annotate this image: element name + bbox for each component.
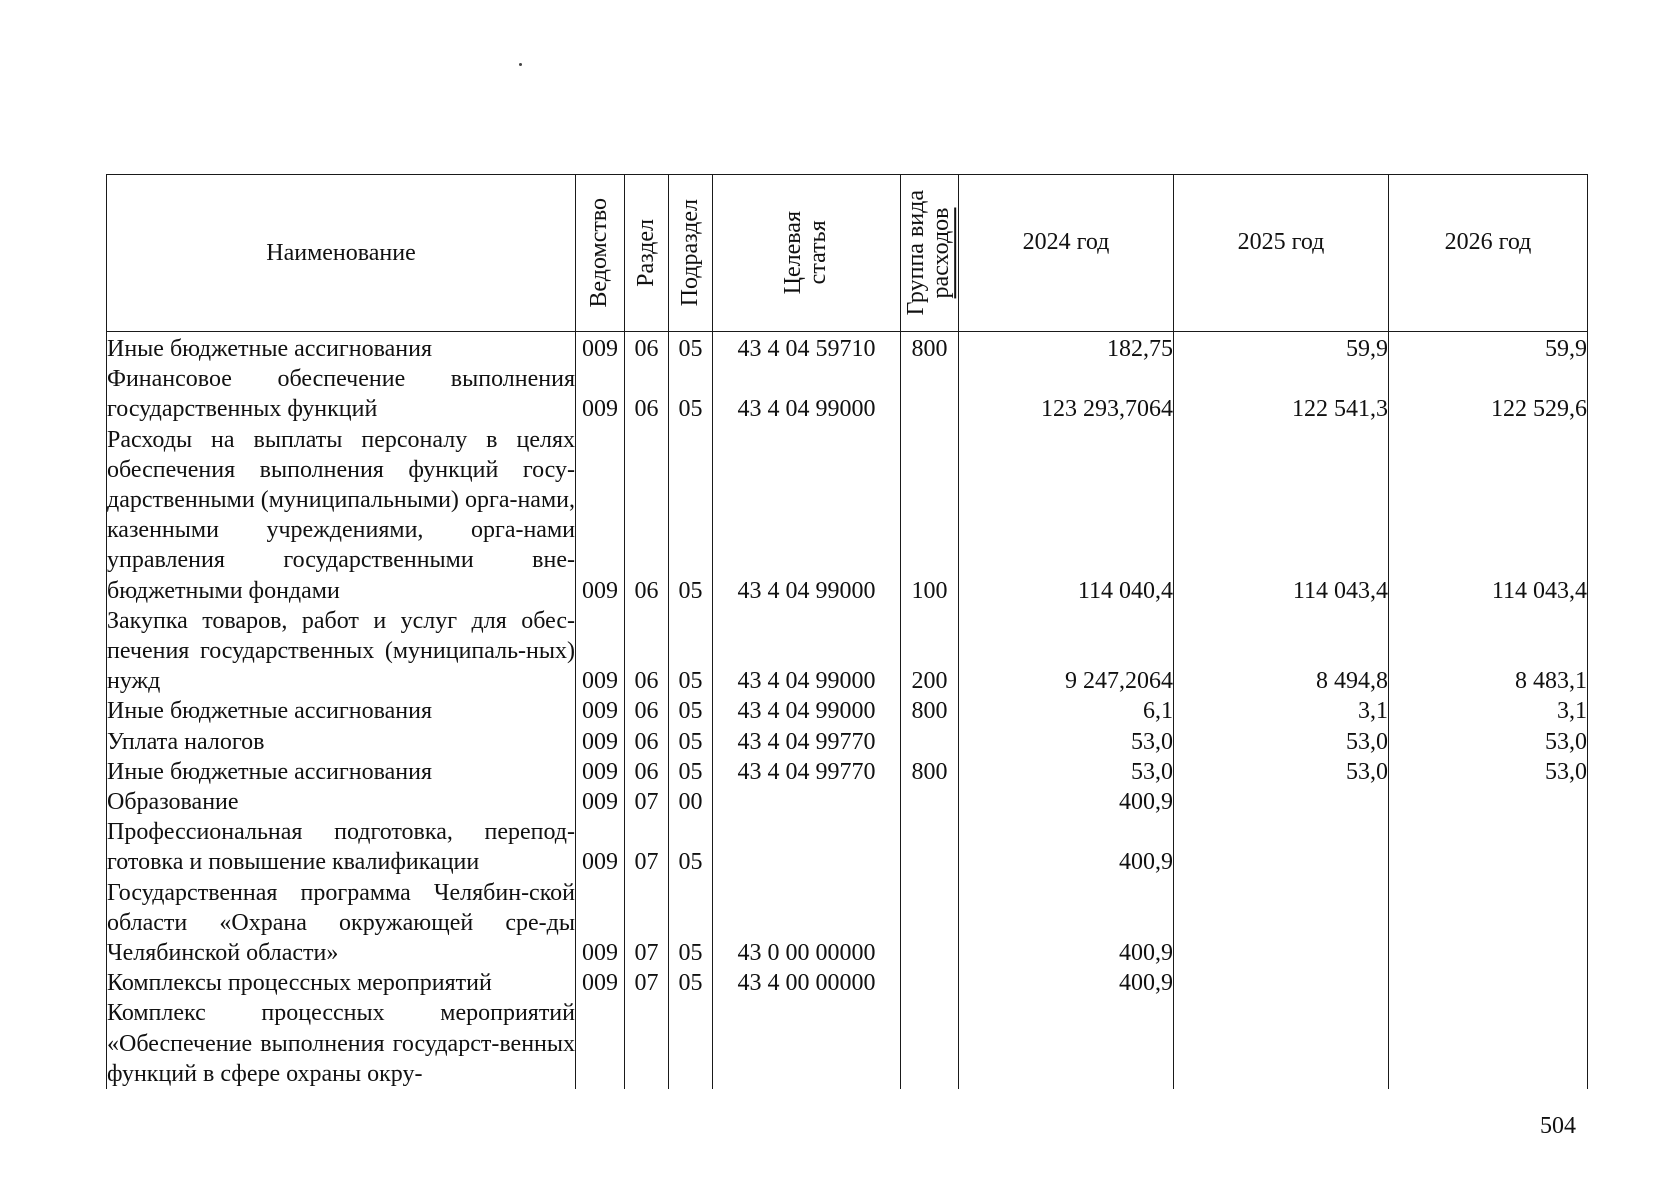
row-value-2024: 53,0 xyxy=(959,757,1174,787)
row-value-2024: 114 040,4 xyxy=(959,425,1174,606)
header-vedomstvo-text: Ведомство xyxy=(586,198,613,308)
row-razdel: 06 xyxy=(625,757,669,787)
row-value-2026: 122 529,6 xyxy=(1389,364,1588,424)
row-value-2025 xyxy=(1174,817,1389,877)
row-expense-group xyxy=(901,364,959,424)
row-value-2026: 53,0 xyxy=(1389,727,1588,757)
row-podrazdel: 05 xyxy=(669,878,713,969)
row-name: Иные бюджетные ассигнования xyxy=(107,332,576,365)
row-value-2024: 400,9 xyxy=(959,968,1174,998)
table-row xyxy=(107,727,1588,757)
row-name: Закупка товаров, работ и услуг для обес-печения государственных (муниципаль-ных) нужд xyxy=(107,606,576,697)
row-target-article: 43 4 00 00000 xyxy=(713,968,901,998)
row-value-2024: 6,1 xyxy=(959,696,1174,726)
row-target-article: 43 4 04 99000 xyxy=(713,364,901,424)
row-target-article: 43 4 04 99000 xyxy=(713,425,901,606)
row-name: Комплекс процессных мероприятий «Обеспечение выполнения государст-венных функций в сфере охраны окру- xyxy=(107,998,576,1089)
row-podrazdel: 05 xyxy=(669,696,713,726)
row-vedomstvo: 009 xyxy=(576,727,625,757)
row-value-2025: 53,0 xyxy=(1174,727,1389,757)
row-value-2025: 8 494,8 xyxy=(1174,606,1389,697)
header-group-line1: Группа вида xyxy=(903,190,930,316)
row-value-2026 xyxy=(1389,968,1588,998)
row-expense-group xyxy=(901,968,959,998)
row-razdel: 07 xyxy=(625,787,669,817)
row-podrazdel: 05 xyxy=(669,757,713,787)
row-value-2026: 8 483,1 xyxy=(1389,606,1588,697)
header-year-2026-text: 2026 год xyxy=(1444,228,1532,255)
row-podrazdel: 00 xyxy=(669,787,713,817)
row-podrazdel: 05 xyxy=(669,332,713,365)
row-expense-group xyxy=(901,727,959,757)
header-razdel xyxy=(625,175,669,332)
table-body xyxy=(107,332,1588,1090)
row-expense-group: 100 xyxy=(901,425,959,606)
table-row xyxy=(107,817,1588,877)
row-target-article xyxy=(713,998,901,1089)
row-target-article: 43 4 04 99770 xyxy=(713,757,901,787)
row-target-article: 43 4 04 99000 xyxy=(713,696,901,726)
row-name: Образование xyxy=(107,787,576,817)
row-value-2026: 114 043,4 xyxy=(1389,425,1588,606)
row-vedomstvo: 009 xyxy=(576,332,625,365)
row-value-2024: 53,0 xyxy=(959,727,1174,757)
row-podrazdel: 05 xyxy=(669,364,713,424)
row-podrazdel: 05 xyxy=(669,727,713,757)
row-expense-group xyxy=(901,878,959,969)
row-expense-group: 800 xyxy=(901,696,959,726)
header-razdel-text: Раздел xyxy=(632,219,659,287)
row-razdel: 06 xyxy=(625,364,669,424)
row-value-2024: 400,9 xyxy=(959,787,1174,817)
row-name: Профессиональная подготовка, перепод-готовка и повышение квалификации xyxy=(107,817,576,877)
row-value-2026 xyxy=(1389,817,1588,877)
row-expense-group: 800 xyxy=(901,332,959,365)
header-expense-group xyxy=(901,175,959,332)
row-name: Иные бюджетные ассигнования xyxy=(107,696,576,726)
table-row xyxy=(107,425,1588,606)
row-name: Государственная программа Челябин-ской области «Охрана окружающей сре-ды Челябинской области» xyxy=(107,878,576,969)
row-vedomstvo: 009 xyxy=(576,425,625,606)
row-value-2025: 59,9 xyxy=(1174,332,1389,365)
row-value-2026 xyxy=(1389,998,1588,1089)
row-podrazdel: 05 xyxy=(669,968,713,998)
row-value-2025: 3,1 xyxy=(1174,696,1389,726)
row-value-2025: 114 043,4 xyxy=(1174,425,1389,606)
table-row xyxy=(107,696,1588,726)
row-vedomstvo: 009 xyxy=(576,787,625,817)
row-razdel: 07 xyxy=(625,968,669,998)
header-name-text: Наименование xyxy=(266,239,416,266)
row-value-2024 xyxy=(959,998,1174,1089)
row-name: Уплата налогов xyxy=(107,727,576,757)
row-expense-group: 200 xyxy=(901,606,959,697)
row-target-article xyxy=(713,817,901,877)
row-vedomstvo: 009 xyxy=(576,878,625,969)
row-vedomstvo: 009 xyxy=(576,968,625,998)
row-vedomstvo: 009 xyxy=(576,696,625,726)
row-razdel: 07 xyxy=(625,817,669,877)
row-value-2025: 53,0 xyxy=(1174,757,1389,787)
row-expense-group xyxy=(901,817,959,877)
header-name xyxy=(107,175,576,332)
row-podrazdel xyxy=(669,998,713,1089)
row-vedomstvo xyxy=(576,998,625,1089)
row-value-2026 xyxy=(1389,878,1588,969)
table-row xyxy=(107,606,1588,697)
row-value-2026 xyxy=(1389,787,1588,817)
row-value-2025 xyxy=(1174,787,1389,817)
budget-table xyxy=(106,174,1588,1089)
row-expense-group xyxy=(901,787,959,817)
table-row xyxy=(107,878,1588,969)
row-expense-group: 800 xyxy=(901,757,959,787)
row-value-2025 xyxy=(1174,878,1389,969)
row-razdel xyxy=(625,998,669,1089)
table-row xyxy=(107,787,1588,817)
row-razdel: 06 xyxy=(625,332,669,365)
row-razdel: 06 xyxy=(625,727,669,757)
header-expense-group-text xyxy=(904,190,954,315)
row-value-2025: 122 541,3 xyxy=(1174,364,1389,424)
header-group-line2: расходов xyxy=(928,207,955,299)
table-row xyxy=(107,757,1588,787)
header-target-line2: статья xyxy=(805,221,832,285)
row-expense-group xyxy=(901,998,959,1089)
header-target-line1: Целевая xyxy=(780,211,807,295)
header-year-2024 xyxy=(959,175,1174,332)
row-value-2024: 400,9 xyxy=(959,878,1174,969)
row-target-article: 43 4 04 99000 xyxy=(713,606,901,697)
header-podrazdel-text: Подраздел xyxy=(676,199,703,307)
header-year-2025-text: 2025 год xyxy=(1237,228,1325,255)
row-razdel: 07 xyxy=(625,878,669,969)
row-vedomstvo: 009 xyxy=(576,606,625,697)
row-razdel: 06 xyxy=(625,606,669,697)
row-target-article xyxy=(713,787,901,817)
header-target-article xyxy=(713,175,901,332)
row-vedomstvo: 009 xyxy=(576,757,625,787)
row-value-2026: 3,1 xyxy=(1389,696,1588,726)
header-year-2024-text: 2024 год xyxy=(1022,228,1110,255)
row-name: Расходы на выплаты персоналу в целях обеспечения выполнения функций госу-дарственными (муниципальными) орга-нами, казенными учреждениями, орга-нами управления государственными вне-бюджетными фондами xyxy=(107,425,576,606)
row-value-2025 xyxy=(1174,968,1389,998)
row-value-2026: 53,0 xyxy=(1389,757,1588,787)
table-row xyxy=(107,968,1588,998)
row-podrazdel: 05 xyxy=(669,425,713,606)
table-header xyxy=(107,175,1588,332)
page-number: 504 xyxy=(1540,1113,1576,1139)
table-row xyxy=(107,332,1588,365)
header-target-article-text xyxy=(781,211,831,294)
row-target-article: 43 0 00 00000 xyxy=(713,878,901,969)
row-value-2024: 123 293,7064 xyxy=(959,364,1174,424)
table-row xyxy=(107,364,1588,424)
row-razdel: 06 xyxy=(625,696,669,726)
header-year-2025 xyxy=(1174,175,1389,332)
row-podrazdel: 05 xyxy=(669,817,713,877)
row-value-2024: 400,9 xyxy=(959,817,1174,877)
row-vedomstvo: 009 xyxy=(576,364,625,424)
row-vedomstvo: 009 xyxy=(576,817,625,877)
table-row xyxy=(107,998,1588,1089)
row-value-2025 xyxy=(1174,998,1389,1089)
row-value-2024: 182,75 xyxy=(959,332,1174,365)
row-value-2026: 59,9 xyxy=(1389,332,1588,365)
header-year-2026 xyxy=(1389,175,1588,332)
row-razdel: 06 xyxy=(625,425,669,606)
row-name: Финансовое обеспечение выполнения государственных функций xyxy=(107,364,576,424)
row-name: Комплексы процессных мероприятий xyxy=(107,968,576,998)
row-target-article: 43 4 04 59710 xyxy=(713,332,901,365)
row-podrazdel: 05 xyxy=(669,606,713,697)
row-target-article: 43 4 04 99770 xyxy=(713,727,901,757)
scan-speck xyxy=(519,63,522,66)
header-vedomstvo xyxy=(576,175,625,332)
header-podrazdel xyxy=(669,175,713,332)
row-value-2024: 9 247,2064 xyxy=(959,606,1174,697)
row-name: Иные бюджетные ассигнования xyxy=(107,757,576,787)
